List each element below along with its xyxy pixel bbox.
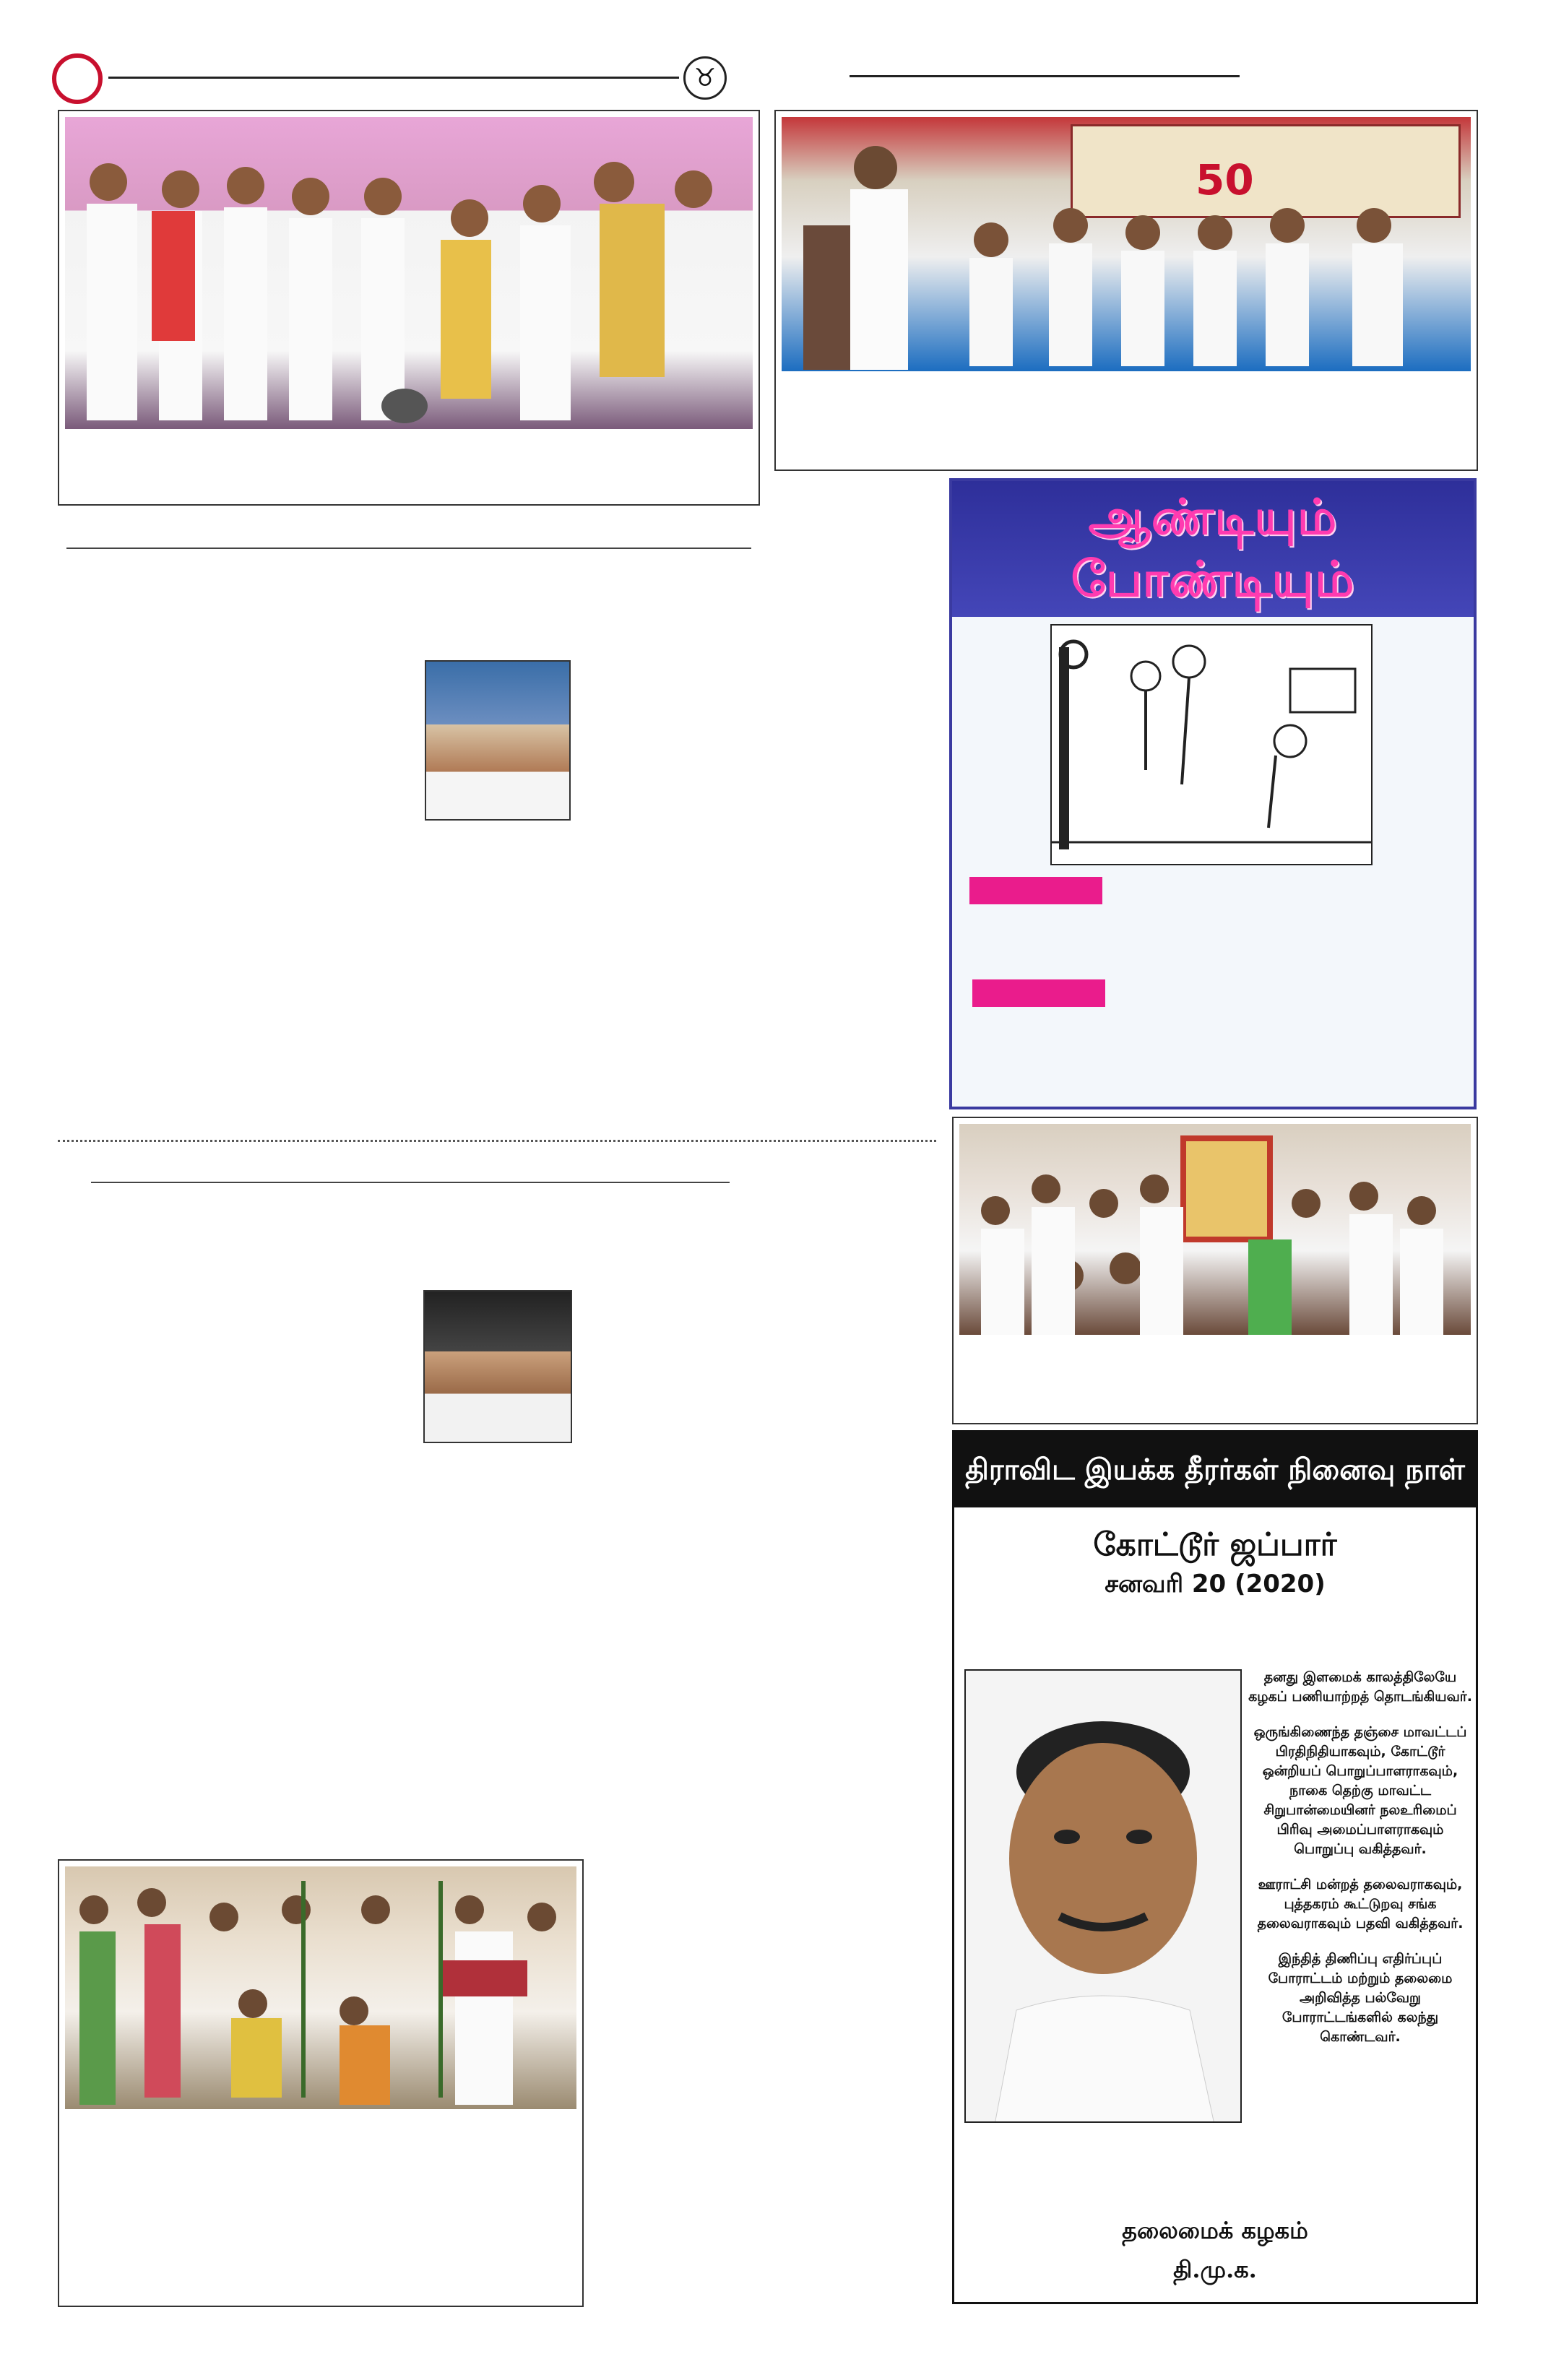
photo-pongal-cooking [65,1866,576,2109]
article1-portrait-photo [425,660,571,821]
photo-frame-pongal-event [58,110,760,506]
cartoon-box [949,478,1477,1109]
memorial-portrait-photo [964,1669,1242,2123]
masthead-circle-logo [52,53,103,104]
article-separator [58,1140,936,1142]
memorial-heading: திராவிட இயக்க தீரர்கள் நினைவு நாள் [954,1432,1476,1507]
masthead-rule-right [850,75,1240,77]
cartoon-title-line1: ஆண்டியும் [1088,489,1338,546]
cartoon-header [952,481,1474,617]
memorial-biography [1248,1668,1473,2063]
article2-portrait-photo [423,1290,572,1443]
photo-portrait-unveiling [959,1124,1471,1335]
cartoon-title-line2: போண்டியும் [1071,551,1355,608]
memorial-footer-line1: தலைமைக் கழகம் [1122,2217,1308,2244]
memorial-name: கோட்டூர் ஜப்பார் [1093,1526,1337,1563]
photo-frame-portrait-unveiling [952,1117,1478,1424]
article2-headline-rule [91,1182,730,1183]
masthead-rule-left [108,77,679,79]
memorial-footer [954,2211,1476,2289]
photo-pongal-celebration [65,117,753,429]
photo-literary-forum-meeting [782,117,1471,371]
memorial-footer-line2: தி.மு.க. [1173,2256,1257,2283]
cartoon-drawing [1050,624,1373,865]
bull-logo-icon: ♉ [683,56,727,100]
memorial-paragraph-1: தனது இளமைக் காலத்திலேயே கழகப் பணியாற்றத் தொடங்கியவர். [1248,1669,1472,1705]
photo-frame-literary-meeting [774,110,1478,471]
cartoon-caption-bar-2 [972,979,1105,1007]
memorial-paragraph-2: ஒருங்கிணைந்த தஞ்சை மாவட்டப் பிரதிநிதியாகவும், கோட்டூர் ஒன்றியப் பொறுப்பாளராகவும், நாகை தெற்கு மாவட்ட சிறுபான்மையினர் நலஉரிமைப் பிரிவு அமைப்பாளராகவும் பொறுப்பு வகித்தவர். [1253,1724,1467,1857]
memorial-paragraph-4: இந்தித் திணிப்பு எதிர்ப்புப் போராட்டம் மற்றும் தலைமை அறிவித்த பல்வேறு போராட்டங்களில் கலந்து கொண்டவர். [1268,1951,1453,2045]
memorial-notice [952,1430,1478,2304]
anniversary-number: 50 [1196,155,1254,204]
photo-frame-pongal-cooking [58,1859,584,2307]
memorial-paragraph-3: ஊராட்சி மன்றத் தலைவராகவும், புத்தகரம் கூட்டுறவு சங்க தலைவராகவும் பதவி வகித்தவர். [1257,1877,1464,1931]
cartoon-caption-bar-1 [969,877,1102,904]
article1-headline-rule [66,548,751,549]
memorial-date: சனவரி 20 (2020) [1105,1570,1326,1598]
